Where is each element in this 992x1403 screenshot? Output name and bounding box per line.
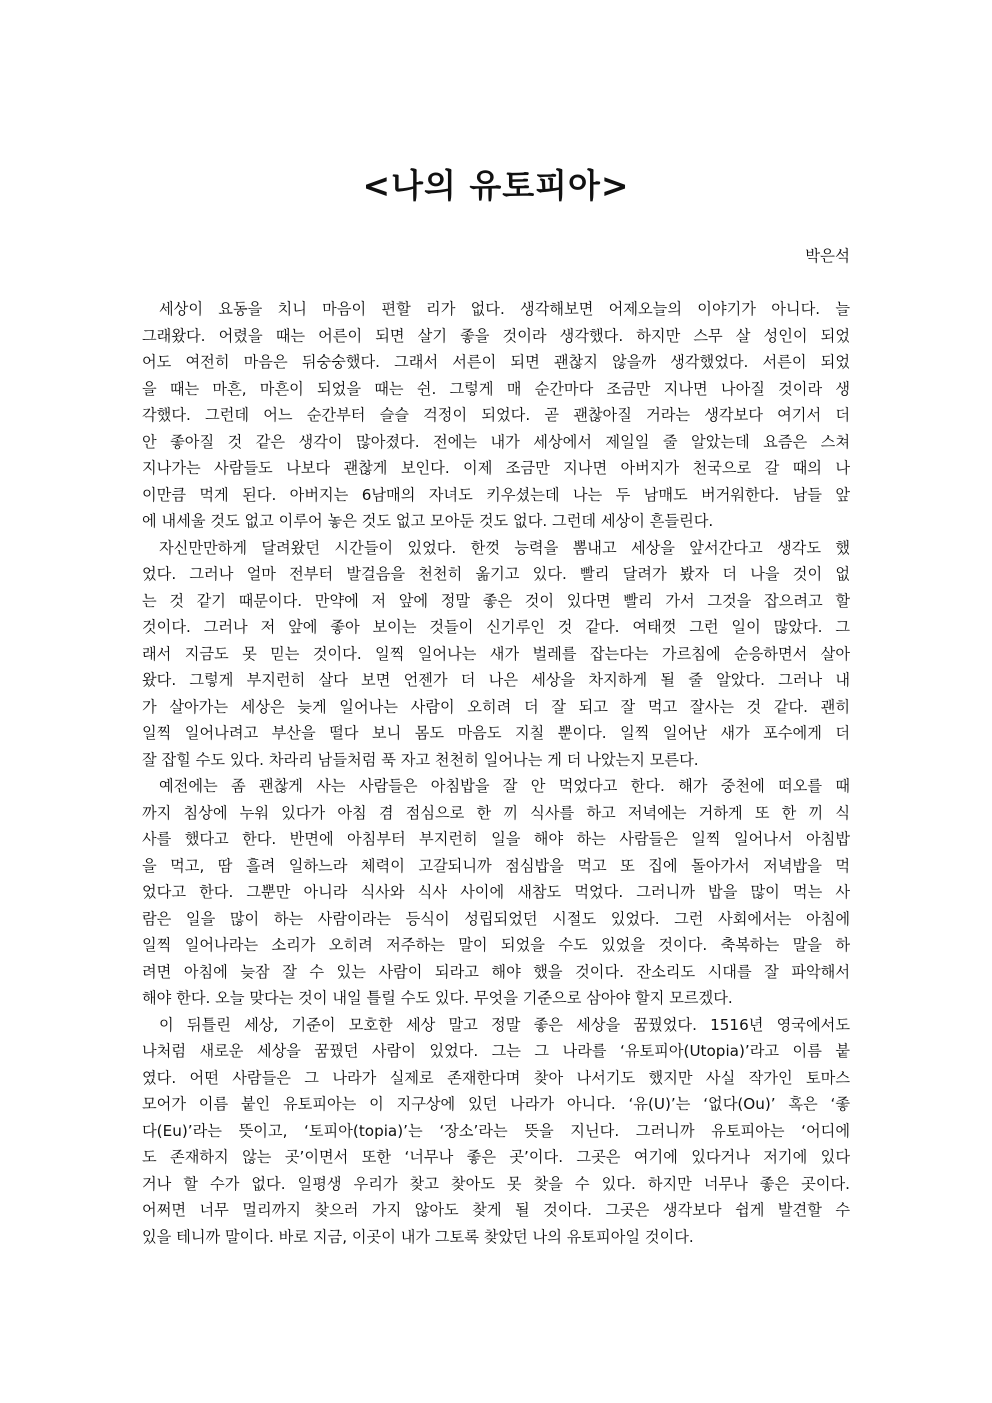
text-line: 모어가 이름 붙인 유토피아는 이 지구상에 있던 나라가 아니다. ‘유(U)’는 ‘없다(Ou)’ 혹은 ‘좋 [142,1095,850,1113]
text-line: 까지 침상에 누워 있다가 아침 겸 점심으로 한 끼 식사를 하고 저녁에는 거하게 또 한 끼 식 [142,803,850,822]
document-title: <나의 유토피아> [362,166,630,205]
text-line: 해야 한다. 오늘 맞다는 것이 내일 틀릴 수도 있다. 무엇을 기준으로 삼아야 할지 모르겠다. [142,989,733,1007]
text-line: 지나가는 사람들도 나보다 괜찮게 보인다. 이제 조금만 지나면 아버지가 천국으로 갈 때의 나 [142,459,850,477]
text-line: 었다. 그러나 얼마 전부터 발걸음을 천천히 옮기고 있다. 빨리 달려가 봤자 더 나을 것이 없 [142,565,850,583]
text-line: 을 때는 마흔, 마흔이 되었을 때는 쉰. 그렇게 매 순간마다 조금만 지나면 나아질 것이라 생 [142,379,850,398]
text-line: 을 먹고, 땀 흘려 일하느라 체력이 고갈되니까 점심밥을 먹고 또 집에 돌아가서 저녁밥을 먹 [142,856,850,875]
text-line: 가 살아가는 세상은 늦게 일어나는 사람이 오히려 더 잘 되고 잘 먹고 잘사는 것 같다. 괜히 [142,697,850,716]
author-name: 박은석 [805,247,850,265]
text-line: 다(Eu)’라는 뜻이고, ‘토피아(topia)’는 ‘장소’라는 뜻을 지닌다. 그러니까 유토피아는 ‘어디에 [142,1121,850,1140]
text-line: 각했다. 그런데 어느 순간부터 슬슬 걱정이 되었다. 곧 괜찮아질 거라는 생각보다 여기서 더 [142,406,850,424]
paragraph-3 [142,773,850,1012]
text-line: 도 존재하지 않는 곳’이면서 또한 ‘너무나 좋은 곳’이다. 그곳은 여기에 있다거나 저기에 있다 [142,1148,850,1166]
essay-body [142,296,850,1250]
text-line: 는 것 같기 때문이다. 만약에 저 앞에 정말 좋은 것이 있다면 빨리 가서 그것을 잡으려고 할 [142,591,850,610]
text-line: 이 뒤틀린 세상, 기준이 모호한 세상 말고 정말 좋은 세상을 꿈꿨었다. 1516년 영국에서도 [159,1015,850,1034]
text-line: 사를 했다고 한다. 반면에 아침부터 부지런히 일을 해야 하는 사람들은 일찍 일어나서 아침밥 [142,830,850,848]
text-line: 잘 잡힐 수도 있다. 차라리 남들처럼 푹 자고 천천히 일어나는 게 더 나았는지 모른다. [142,750,699,769]
text-line: 그래왔다. 어렸을 때는 어른이 되면 살기 좋을 것이라 생각했다. 하지만 스무 살 성인이 되었 [142,326,850,345]
text-line: 것이다. 그러나 저 앞에 좋아 보이는 것들이 신기루인 것 같다. 여태껏 그런 일이 많았다. 그 [142,618,850,636]
text-line: 람은 일을 많이 하는 사람이라는 등식이 성립되었던 시절도 있었다. 그런 사회에서는 아침에 [142,909,850,928]
text-line: 어도 여전히 마음은 뒤숭숭했다. 그래서 서른이 되면 괜찮지 않을까 생각했었다. 서른이 되었 [142,353,850,371]
text-line: 에 내세울 것도 없고 이루어 놓은 것도 없고 모아둔 것도 없다. 그런데 세상이 흔들린다. [142,512,714,530]
text-line: 었다고 한다. 그뿐만 아니라 식사와 식사 사이에 새참도 먹었다. 그러니까 밥을 많이 먹는 사 [142,883,850,901]
text-line: 였다. 어떤 사람들은 그 나라가 실제로 존재한다며 찾아 나서기도 했지만 사실 작가인 토마스 [142,1068,850,1087]
text-line: 려면 아침에 늦잠 잘 수 있는 사람이 되라고 해야 했을 것이다. 잔소리도 시대를 잘 파악해서 [142,962,850,981]
text-line: 왔다. 그렇게 부지런히 살다 보면 언젠가 더 나은 세상을 차지하게 될 줄 알았다. 그러나 내 [142,671,850,689]
text-line: 나처럼 새로운 세상을 꿈꿨던 사람이 있었다. 그는 그 나라를 ‘유토피아(Utopia)’라고 이름 붙 [142,1042,850,1060]
text-line: 거나 할 수가 없다. 일평생 우리가 찾고 찾아도 못 찾을 수 있다. 하지만 너무나 좋은 곳이다. [142,1174,850,1193]
text-line: 안 좋아질 것 같은 생각이 많아졌다. 전에는 내가 세상에서 제일일 줄 알았는데 요즘은 스쳐 [142,432,850,451]
text-line: 래서 지금도 못 믿는 것이다. 일찍 일어나는 새가 벌레를 잡는다는 가르침에 순응하면서 살아 [142,644,850,663]
text-line: 세상이 요동을 치니 마음이 편할 리가 없다. 생각해보면 어제오늘의 이야기가 아니다. 늘 [159,300,850,318]
text-line: 일찍 일어나려고 부산을 떨다 보니 몸도 마음도 지칠 뿐이다. 일찍 일어난 새가 포수에게 더 [142,724,850,742]
text-line: 이만큼 먹게 된다. 아버지는 6남매의 자녀도 키우셨는데 나는 두 남매도 버거워한다. 남들 앞 [142,485,850,504]
text-line: 자신만만하게 달려왔던 시간들이 있었다. 한껏 능력을 뽐내고 세상을 앞서간다고 생각도 했 [159,538,850,557]
paragraph-1 [142,296,850,535]
paragraph-2 [142,535,850,774]
text-line: 예전에는 좀 괜찮게 사는 사람들은 아침밥을 잘 안 먹었다고 한다. 해가 중천에 떠오를 때 [159,777,850,795]
text-line: 일찍 일어나라는 소리가 오히려 저주하는 말이 되었을 수도 있었을 것이다. 축복하는 말을 하 [142,936,850,954]
paragraph-4 [142,1012,850,1251]
text-line: 어쩌면 너무 멀리까지 찾으러 가지 않아도 찾게 될 것이다. 그곳은 생각보다 쉽게 발견할 수 [142,1201,850,1219]
text-line: 있을 테니까 말이다. 바로 지금, 이곳이 내가 그토록 찾았던 나의 유토피아일 것이다. [142,1227,694,1246]
